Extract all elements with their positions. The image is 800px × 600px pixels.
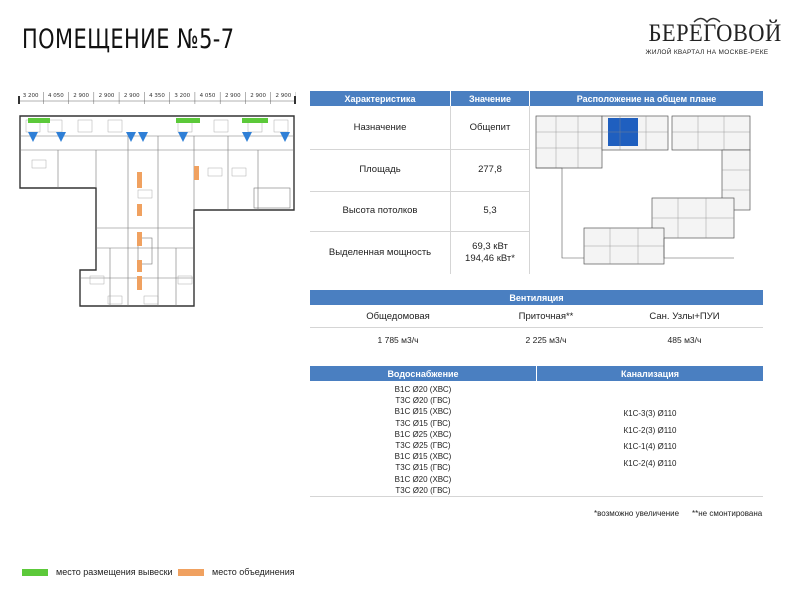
page-title: ПОМЕЩЕНИЕ №5-7: [22, 24, 235, 55]
plan-dimension-label: 2 900: [250, 93, 266, 99]
plan-dimension-label: 4 350: [149, 93, 165, 99]
ceiling-height-label: Высота потолков: [342, 205, 418, 216]
sewage-item: К1С-2(4) Ø110: [623, 458, 677, 468]
merge-swatch: [178, 569, 204, 576]
water-item: В1С Ø20 (ХВС): [394, 385, 452, 394]
area-label: Площадь: [359, 164, 401, 175]
ventilation-header: Вентиляция: [310, 290, 763, 305]
value-header: Значение: [451, 91, 529, 106]
purpose-label: Назначение: [353, 122, 407, 133]
plan-dimension-label: 2 900: [275, 93, 292, 99]
legend-signage: [22, 567, 173, 577]
area-value: 277,8: [478, 164, 502, 175]
water-item: Т3С Ø25 (ГВС): [395, 441, 451, 451]
water-item: Т3С Ø15 (ГВС): [395, 418, 451, 428]
ventilation-supply-value: 2 225 м3/ч: [525, 335, 567, 345]
note-not-mounted: **не смонтирована: [692, 509, 763, 518]
water-item: Т3С Ø20 (ГВС): [395, 396, 451, 406]
ventilation-supply-label: Приточная**: [518, 311, 574, 322]
purpose-value: Общепит: [469, 122, 511, 133]
sewage-list: [537, 406, 763, 472]
overview-drawing: [532, 108, 764, 268]
plan-dimension-label: 4 050: [48, 93, 64, 99]
location-overview-map: [532, 108, 764, 268]
power-label: Выделенная мощность: [328, 247, 432, 258]
sewage-header: Канализация: [537, 366, 763, 381]
characteristic-header: Характеристика: [310, 91, 450, 106]
plan-dimension-label: 2 900: [123, 93, 140, 99]
plan-dimension-label: 2 900: [224, 93, 241, 99]
sewage-item: К1С-1(4) Ø110: [623, 442, 677, 451]
brand-logo: [642, 14, 782, 56]
ceiling-height-value: 5,3: [483, 205, 497, 216]
brand-tagline: ЖИЛОЙ КВАРТАЛ НА МОСКВЕ-РЕКЕ: [645, 49, 769, 56]
ventilation-common-value: 1 785 м3/ч: [377, 335, 419, 345]
water-item: В1С Ø25 (ХВС): [394, 429, 452, 439]
power-value-extended: 194,46 кВт*: [465, 253, 515, 264]
power-value: [451, 232, 529, 274]
signage-swatch: [22, 569, 48, 576]
signage-label: место размещения вывески: [56, 567, 173, 577]
ventilation-common-label: Общедомовая: [366, 311, 430, 322]
brand-name: БЕРЕГОВОЙ: [648, 20, 782, 47]
water-item: Т3С Ø20 (ГВС): [395, 485, 451, 495]
plan-dimension-label: 2 900: [73, 93, 90, 99]
sewage-item: К1С-2(3) Ø110: [623, 425, 677, 435]
merge-label: место объединения: [212, 567, 295, 577]
ventilation-sanitary-value: 485 м3/ч: [667, 335, 702, 345]
plan-dimension-label: 3 200: [22, 93, 39, 99]
water-item: В1С Ø20 (ХВС): [394, 474, 452, 484]
power-value-primary: 69,3 кВт: [472, 241, 508, 252]
plan-dimension-label: 3 200: [174, 93, 191, 99]
plan-dimension-label: 4 050: [199, 93, 216, 99]
plan-dimension-label: 2 900: [98, 93, 115, 99]
water-item: Т3С Ø15 (ГВС): [395, 463, 451, 473]
note-increase: *возможно увеличение: [594, 509, 680, 518]
legend-merge: [178, 567, 295, 577]
sewage-item: К1С-3(3) Ø110: [623, 409, 677, 418]
water-supply-list: [310, 384, 536, 496]
water-supply-header: Водоснабжение: [310, 366, 536, 381]
ventilation-sanitary-label: Сан. Узлы+ПУИ: [649, 311, 720, 322]
location-header: Расположение на общем плане: [530, 91, 763, 106]
water-item: В1С Ø15 (ХВС): [394, 452, 452, 462]
floor-plan: [18, 88, 296, 310]
floor-plan-drawing: [18, 88, 296, 310]
water-item: В1С Ø15 (ХВС): [394, 407, 452, 417]
